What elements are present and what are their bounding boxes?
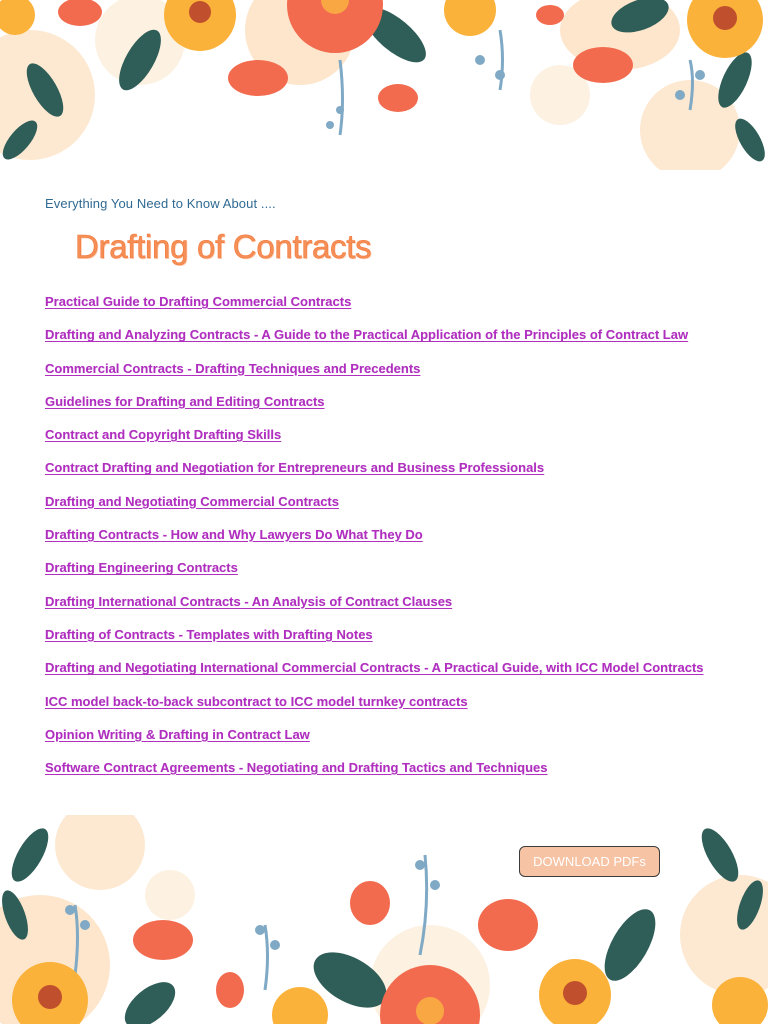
book-link[interactable]: ICC model back-to-back subcontract to ICC model turnkey contracts <box>45 693 468 709</box>
list-item <box>45 726 704 759</box>
list-item <box>45 459 704 492</box>
book-link[interactable]: Drafting Engineering Contracts <box>45 560 238 576</box>
list-item <box>45 526 704 559</box>
list-item <box>45 559 704 592</box>
book-link[interactable]: Contract Drafting and Negotiation for Entrepreneurs and Business Professionals <box>45 460 545 476</box>
link-list <box>45 293 704 792</box>
book-link[interactable]: Contract and Copyright Drafting Skills <box>45 427 282 443</box>
list-item <box>45 659 704 692</box>
book-link[interactable]: Commercial Contracts - Drafting Techniques and Precedents <box>45 360 421 376</box>
download-pdfs-button[interactable]: DOWNLOAD PDFs <box>519 846 660 877</box>
list-item <box>45 626 704 659</box>
book-link[interactable]: Drafting Contracts - How and Why Lawyers Do What They Do <box>45 527 423 543</box>
list-item <box>45 360 704 393</box>
book-link[interactable]: Drafting and Analyzing Contracts - A Guide to the Practical Application of the Principles of Contract Law <box>45 327 689 343</box>
page-subtitle: Everything You Need to Know About .... <box>45 196 276 211</box>
list-item <box>45 293 704 326</box>
book-link[interactable]: Practical Guide to Drafting Commercial Contracts <box>45 294 352 309</box>
book-link[interactable]: Drafting International Contracts - An Analysis of Contract Clauses <box>45 593 453 609</box>
list-item <box>45 693 704 726</box>
list-item <box>45 759 704 792</box>
book-link[interactable]: Software Contract Agreements - Negotiating and Drafting Tactics and Techniques <box>45 760 548 776</box>
list-item <box>45 326 704 359</box>
list-item <box>45 426 704 459</box>
list-item <box>45 493 704 526</box>
list-item <box>45 393 704 426</box>
book-link[interactable]: Drafting and Negotiating Commercial Contracts <box>45 493 339 509</box>
floral-border-top <box>0 0 768 170</box>
book-link[interactable]: Drafting of Contracts - Templates with Drafting Notes <box>45 626 373 642</box>
page-title: Drafting of Contracts <box>75 228 372 265</box>
book-link[interactable]: Guidelines for Drafting and Editing Contracts <box>45 393 325 409</box>
book-link[interactable]: Drafting and Negotiating International Commercial Contracts - A Practical Guide, with ICC Model Contracts <box>45 660 704 676</box>
list-item <box>45 593 704 626</box>
book-link[interactable]: Opinion Writing & Drafting in Contract Law <box>45 726 310 742</box>
